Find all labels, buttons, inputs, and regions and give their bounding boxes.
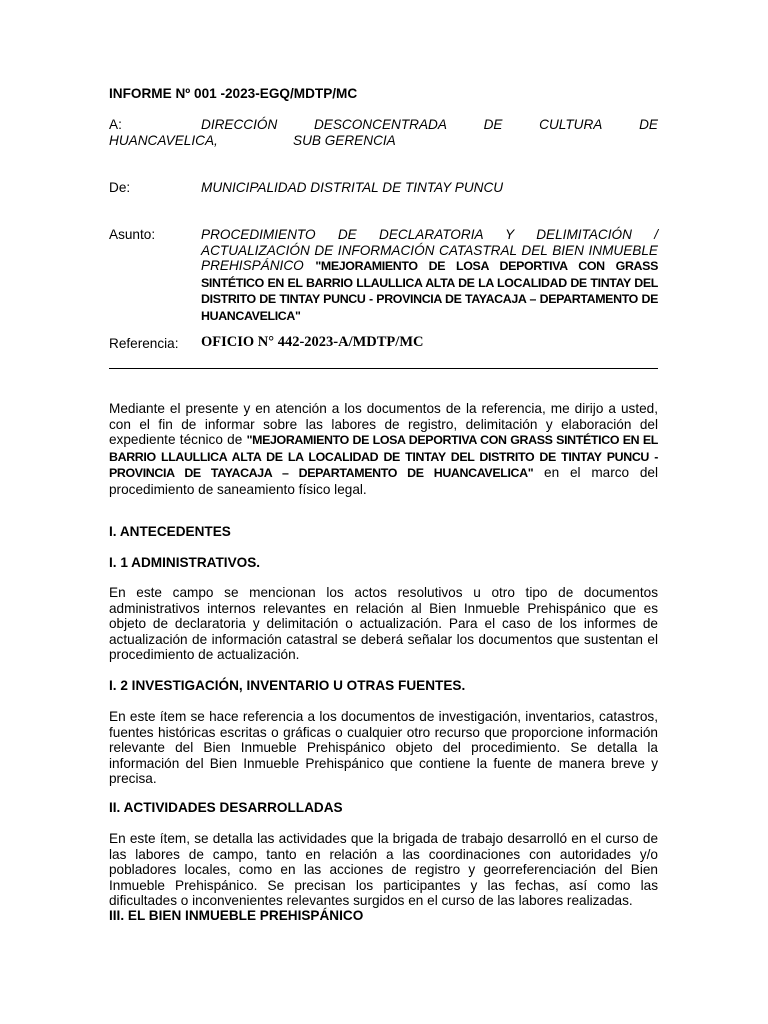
reference-value: OFICIO N° 442-2023-A/MDTP/MC	[201, 334, 424, 350]
report-title: INFORME Nº 001 -2023-EGQ/MDTP/MC	[109, 86, 358, 101]
paragraph-investigacion: En este ítem se hace referencia a los documentos de investigación, inventarios, catastros, fuentes históricas escritas o gráficas o cualquier otro recurso que proporcione información relevante del Bien Inmueble Prehispánico objeto del procedimiento. Se detalla la información del Bien Inmueble Prehispánico que contiene la fuente de manera breve y precisa.	[109, 709, 658, 786]
recipient-line-2: HUANCAVELICA, SUB GERENCIA	[109, 133, 396, 148]
subject-value: PROCEDIMIENTO DE DECLARATORIA Y DELIMITACIÓN / ACTUALIZACIÓN DE INFORMACIÓN CATASTRAL DEL BIEN INMUEBLE PREHISPÁNICO "MEJORAMIENTO DE LOSA DEPORTIVA CON GRASS SINTÉTICO EN EL BARRIO LLAULLICA ALTA DE LA LOCALIDAD DE TINTAY DEL DISTRITO DE TINTAY PUNCU - PROVINCIA DE TAYACAJA – DEPARTAMENTO DE HUANCAVELICA"	[201, 227, 658, 323]
section-heading-antecedentes: I. ANTECEDENTES	[109, 524, 231, 539]
reference-label: Referencia:	[109, 336, 179, 351]
section-heading-bien-inmueble: III. EL BIEN INMUEBLE PREHISPÁNICO	[109, 908, 364, 923]
subsection-heading-administrativos: I. 1 ADMINISTRATIVOS.	[109, 555, 261, 570]
paragraph-administrativos: En este campo se mencionan los actos resolutivos u otro tipo de documentos administrativos internos relevantes en relación al Bien Inmueble Prehispánico que es objeto de declaratoria y delimitación o actualización. Para el caso de los informes de actualización de información catastral se deberá señalar los documentos que sustentan el procedimiento de actualización.	[109, 585, 658, 662]
subject-label: Asunto:	[109, 227, 156, 242]
section-heading-actividades: II. ACTIVIDADES DESARROLLADAS	[109, 800, 343, 815]
header-divider	[109, 368, 658, 369]
recipient-label: A:	[109, 117, 122, 132]
intro-paragraph: Mediante el presente y en atención a los documentos de la referencia, me dirijo a usted, con el fin de informar sobre las labores de registro, delimitación y elaboración del expediente técnico de "MEJORAMIENTO DE LOSA DEPORTIVA CON GRASS SINTÉTICO EN EL BARRIO LLAULLICA ALTA DE LA LOCALIDAD DE TINTAY DEL DISTRITO DE TINTAY PUNCU - PROVINCIA DE TAYACAJA – DEPARTAMENTO DE HUANCAVELICA" en el marco del procedimiento de saneamiento físico legal.	[109, 401, 659, 497]
sender-value: MUNICIPALIDAD DISTRITAL DE TINTAY PUNCU	[201, 180, 504, 195]
subsection-heading-investigacion: I. 2 INVESTIGACIÓN, INVENTARIO U OTRAS FUENTES.	[109, 678, 466, 693]
sender-label: De:	[109, 180, 131, 195]
recipient-line-1: DIRECCIÓN DESCONCENTRADA DE CULTURA DE	[201, 117, 658, 132]
paragraph-actividades: En este ítem, se detalla las actividades que la brigada de trabajo desarrolló en el curso de las labores de campo, tanto en relación a las coordinaciones con autoridades y/o pobladores locales, como en las acciones de registro y georreferenciación del Bien Inmueble Prehispánico. Se precisan los participantes y las fechas, así como las dificultades o inconvenientes relevantes surgidos en el curso de las labores realizadas.	[109, 831, 658, 908]
